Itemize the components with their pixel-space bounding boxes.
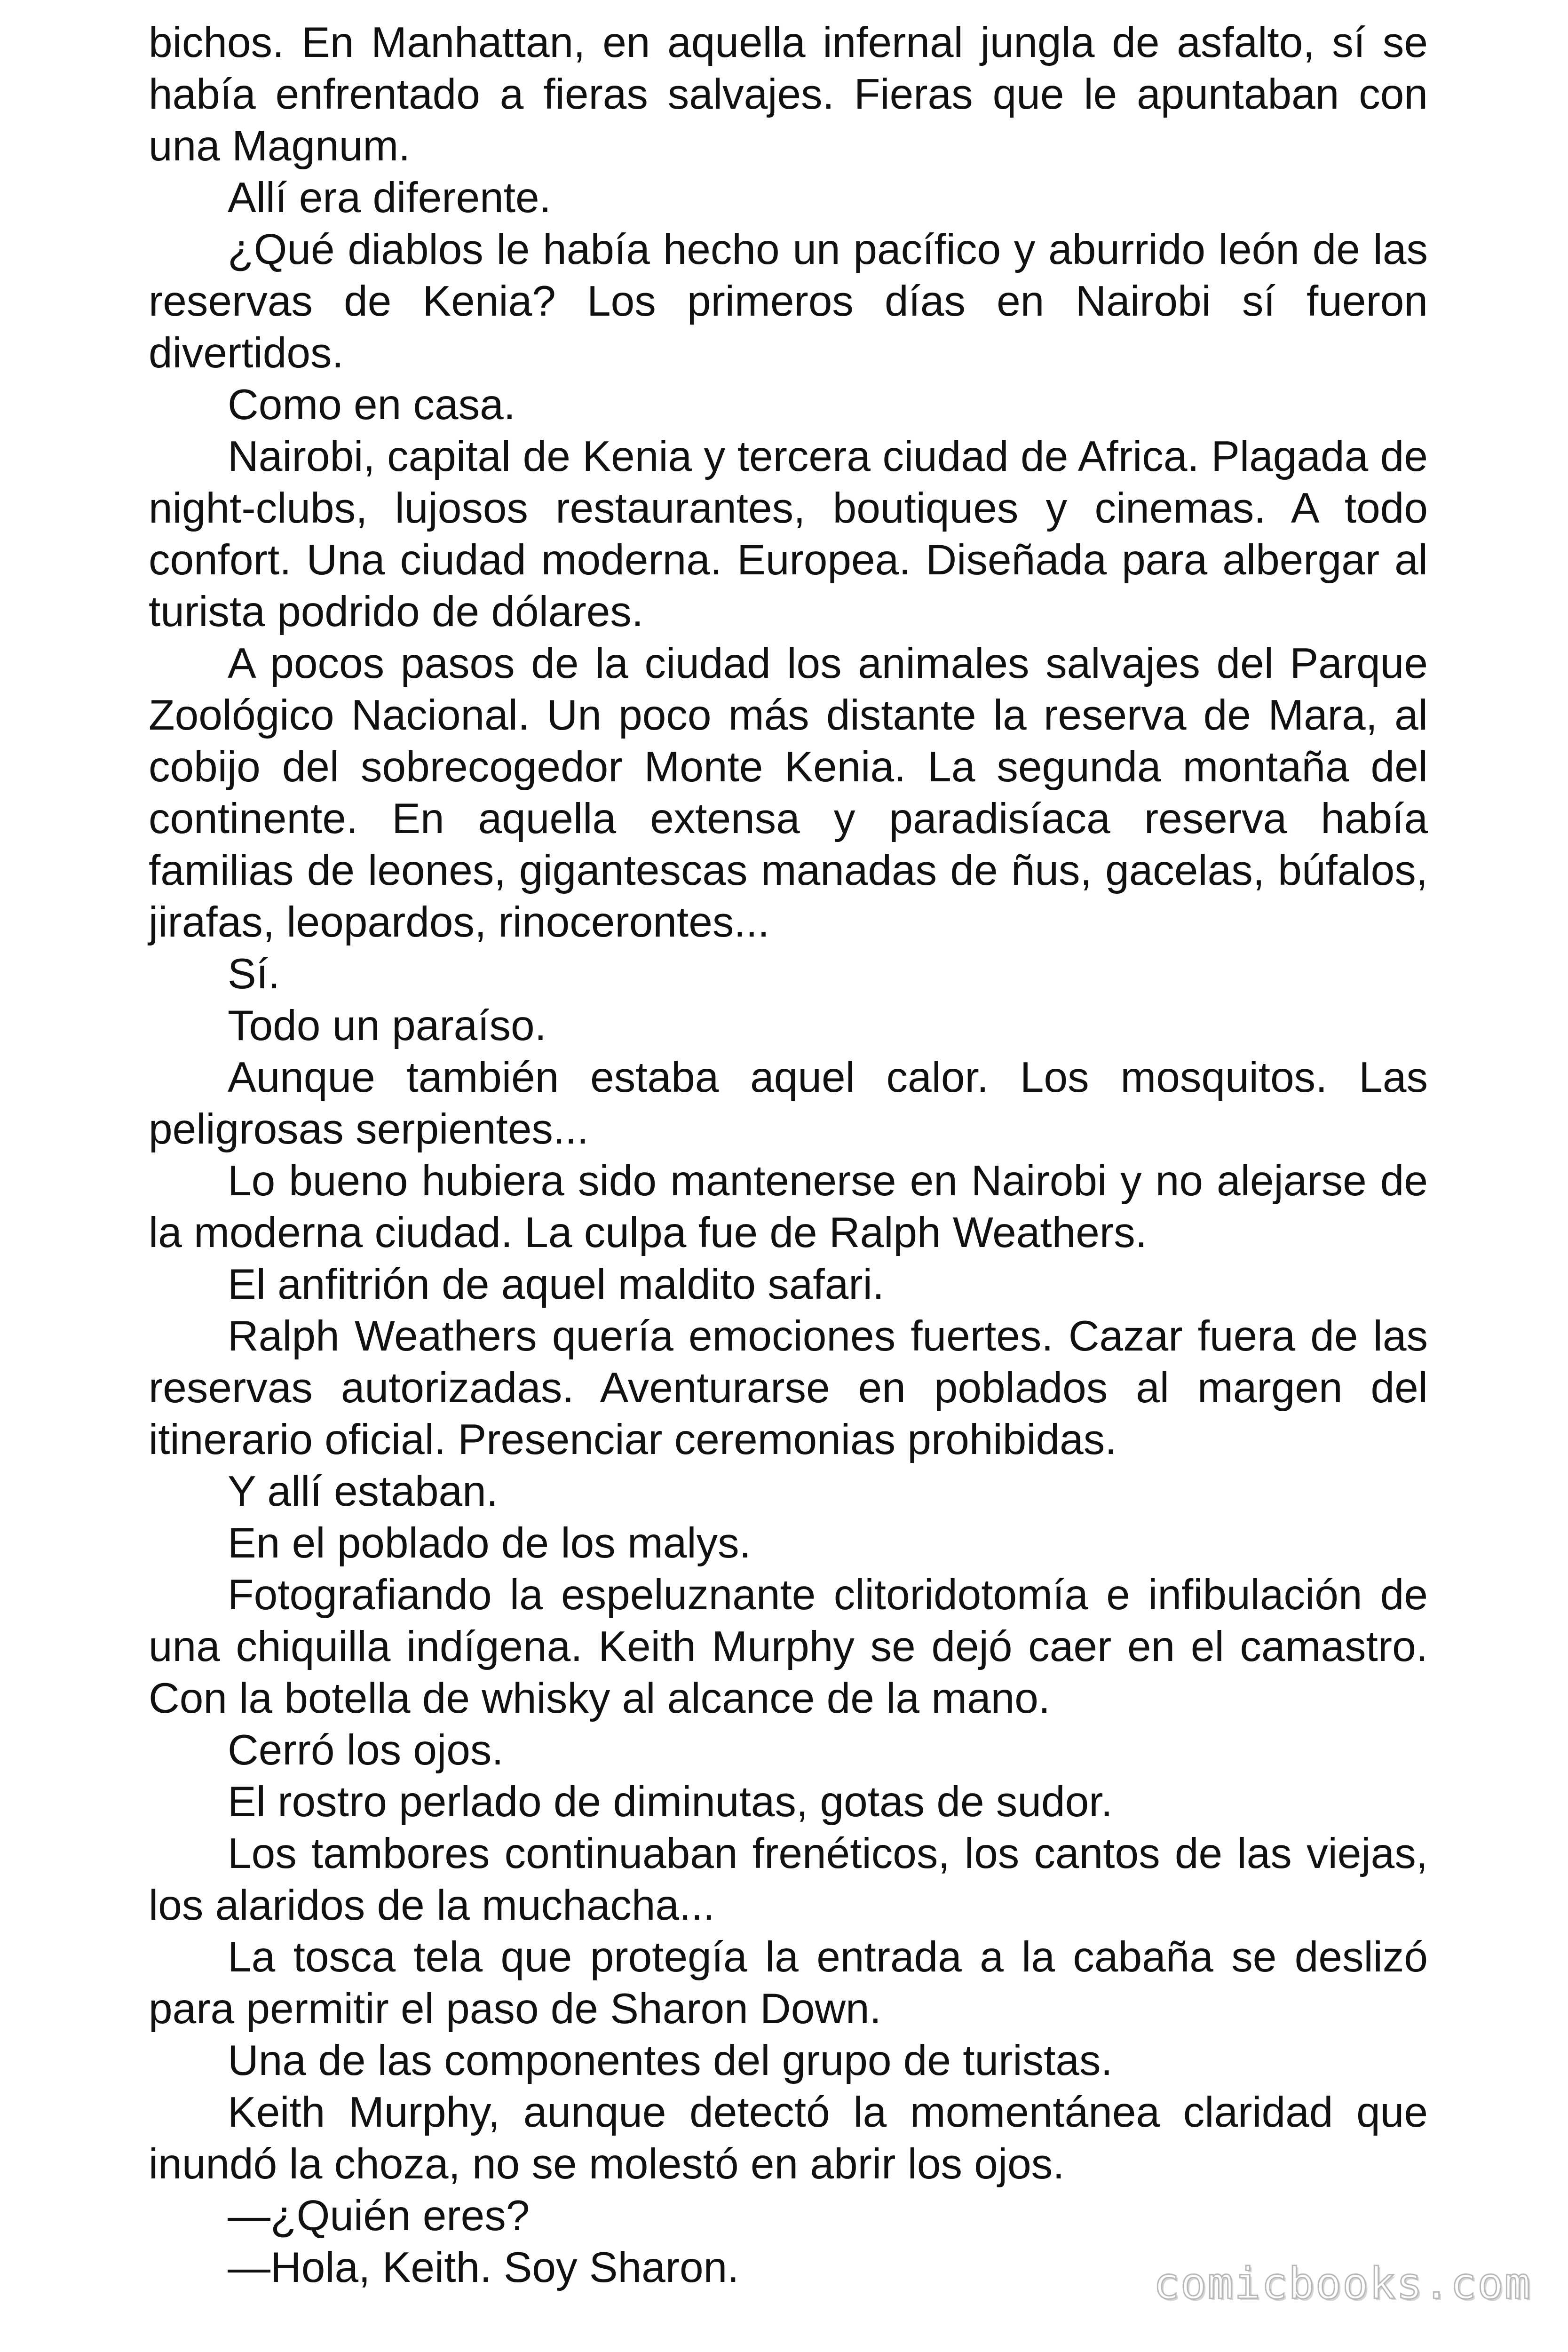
paragraph-10: Lo bueno hubiera sido mantenerse en Nairobi y no alejarse de la moderna ciudad. La culpa fue de Ralph Weathers. [149, 1157, 1428, 1256]
paragraph-12: Ralph Weathers quería emociones fuertes. Cazar fuera de las reservas autorizadas. Aventurarse en poblados al margen del itinerario oficial. Presenciar ceremonias prohibidas. [149, 1312, 1428, 1463]
paragraph-14: En el poblado de los malys. [228, 1519, 751, 1567]
paragraph-11: El anfitrión de aquel maldito safari. [228, 1261, 885, 1308]
paragraph-18: Los tambores continuaban frenéticos, los cantos de las viejas, los alaridos de la muchacha... [149, 1830, 1428, 1929]
watermark: comicbooks.com [1153, 2258, 1531, 2309]
paragraph-17: El rostro perlado de diminutas, gotas de sudor. [228, 1778, 1113, 1826]
paragraph-22: —¿Quién eres? [228, 2192, 530, 2240]
paragraph-13: Y allí estaban. [228, 1468, 499, 1515]
paragraph-6: A pocos pasos de la ciudad los animales salvajes del Parque Zoológico Nacional. Un poco más distante la reserva de Mara, al cobijo del sobrecogedor Monte Kenia. La segunda montaña del continente. En aquella extensa y paradisíaca reserva había familias de leones, gigantescas manadas de ñus, gacelas, búfalos, jirafas, leopardos, rinocerontes... [149, 640, 1428, 946]
paragraph-4: Como en casa. [228, 381, 516, 429]
paragraph-21: Keith Murphy, aunque detectó la momentánea claridad que inundó la choza, no se molestó en abrir los ojos. [149, 2089, 1428, 2188]
paragraph-8: Todo un paraíso. [228, 1002, 546, 1049]
paragraph-20: Una de las componentes del grupo de turistas. [228, 2037, 1113, 2084]
paragraph-5: Nairobi, capital de Kenia y tercera ciudad de Africa. Plagada de night-clubs, lujosos restaurantes, boutiques y cinemas. A todo confort. Una ciudad moderna. Europea. Diseñada para albergar al turista podrido de dólares. [149, 433, 1428, 636]
paragraph-15: Fotografiando la espeluznante clitoridotomía e infibulación de una chiquilla indígena. Keith Murphy se dejó caer en el camastro. Con la botella de whisky al alcance de la mano. [149, 1571, 1428, 1722]
paragraph-23: —Hola, Keith. Soy Sharon. [228, 2244, 739, 2291]
paragraph-19: La tosca tela que protegía la entrada a la cabaña se deslizó para permitir el paso de Sharon Down. [149, 1933, 1428, 2033]
paragraph-3: ¿Qué diablos le había hecho un pacífico y aburrido león de las reservas de Kenia? Los primeros días en Nairobi sí fueron divertidos. [149, 226, 1428, 377]
paragraph-7: Sí. [228, 950, 280, 998]
page-body [149, 17, 1428, 2294]
paragraph-9: Aunque también estaba aquel calor. Los mosquitos. Las peligrosas serpientes... [149, 1054, 1428, 1153]
paragraph-2: Allí era diferente. [228, 174, 551, 222]
paragraph-1: bichos. En Manhattan, en aquella infernal jungla de asfalto, sí se había enfrentado a fieras salvajes. Fieras que le apuntaban con una Magnum. [149, 19, 1428, 170]
paragraph-16: Cerró los ojos. [228, 1726, 504, 1774]
